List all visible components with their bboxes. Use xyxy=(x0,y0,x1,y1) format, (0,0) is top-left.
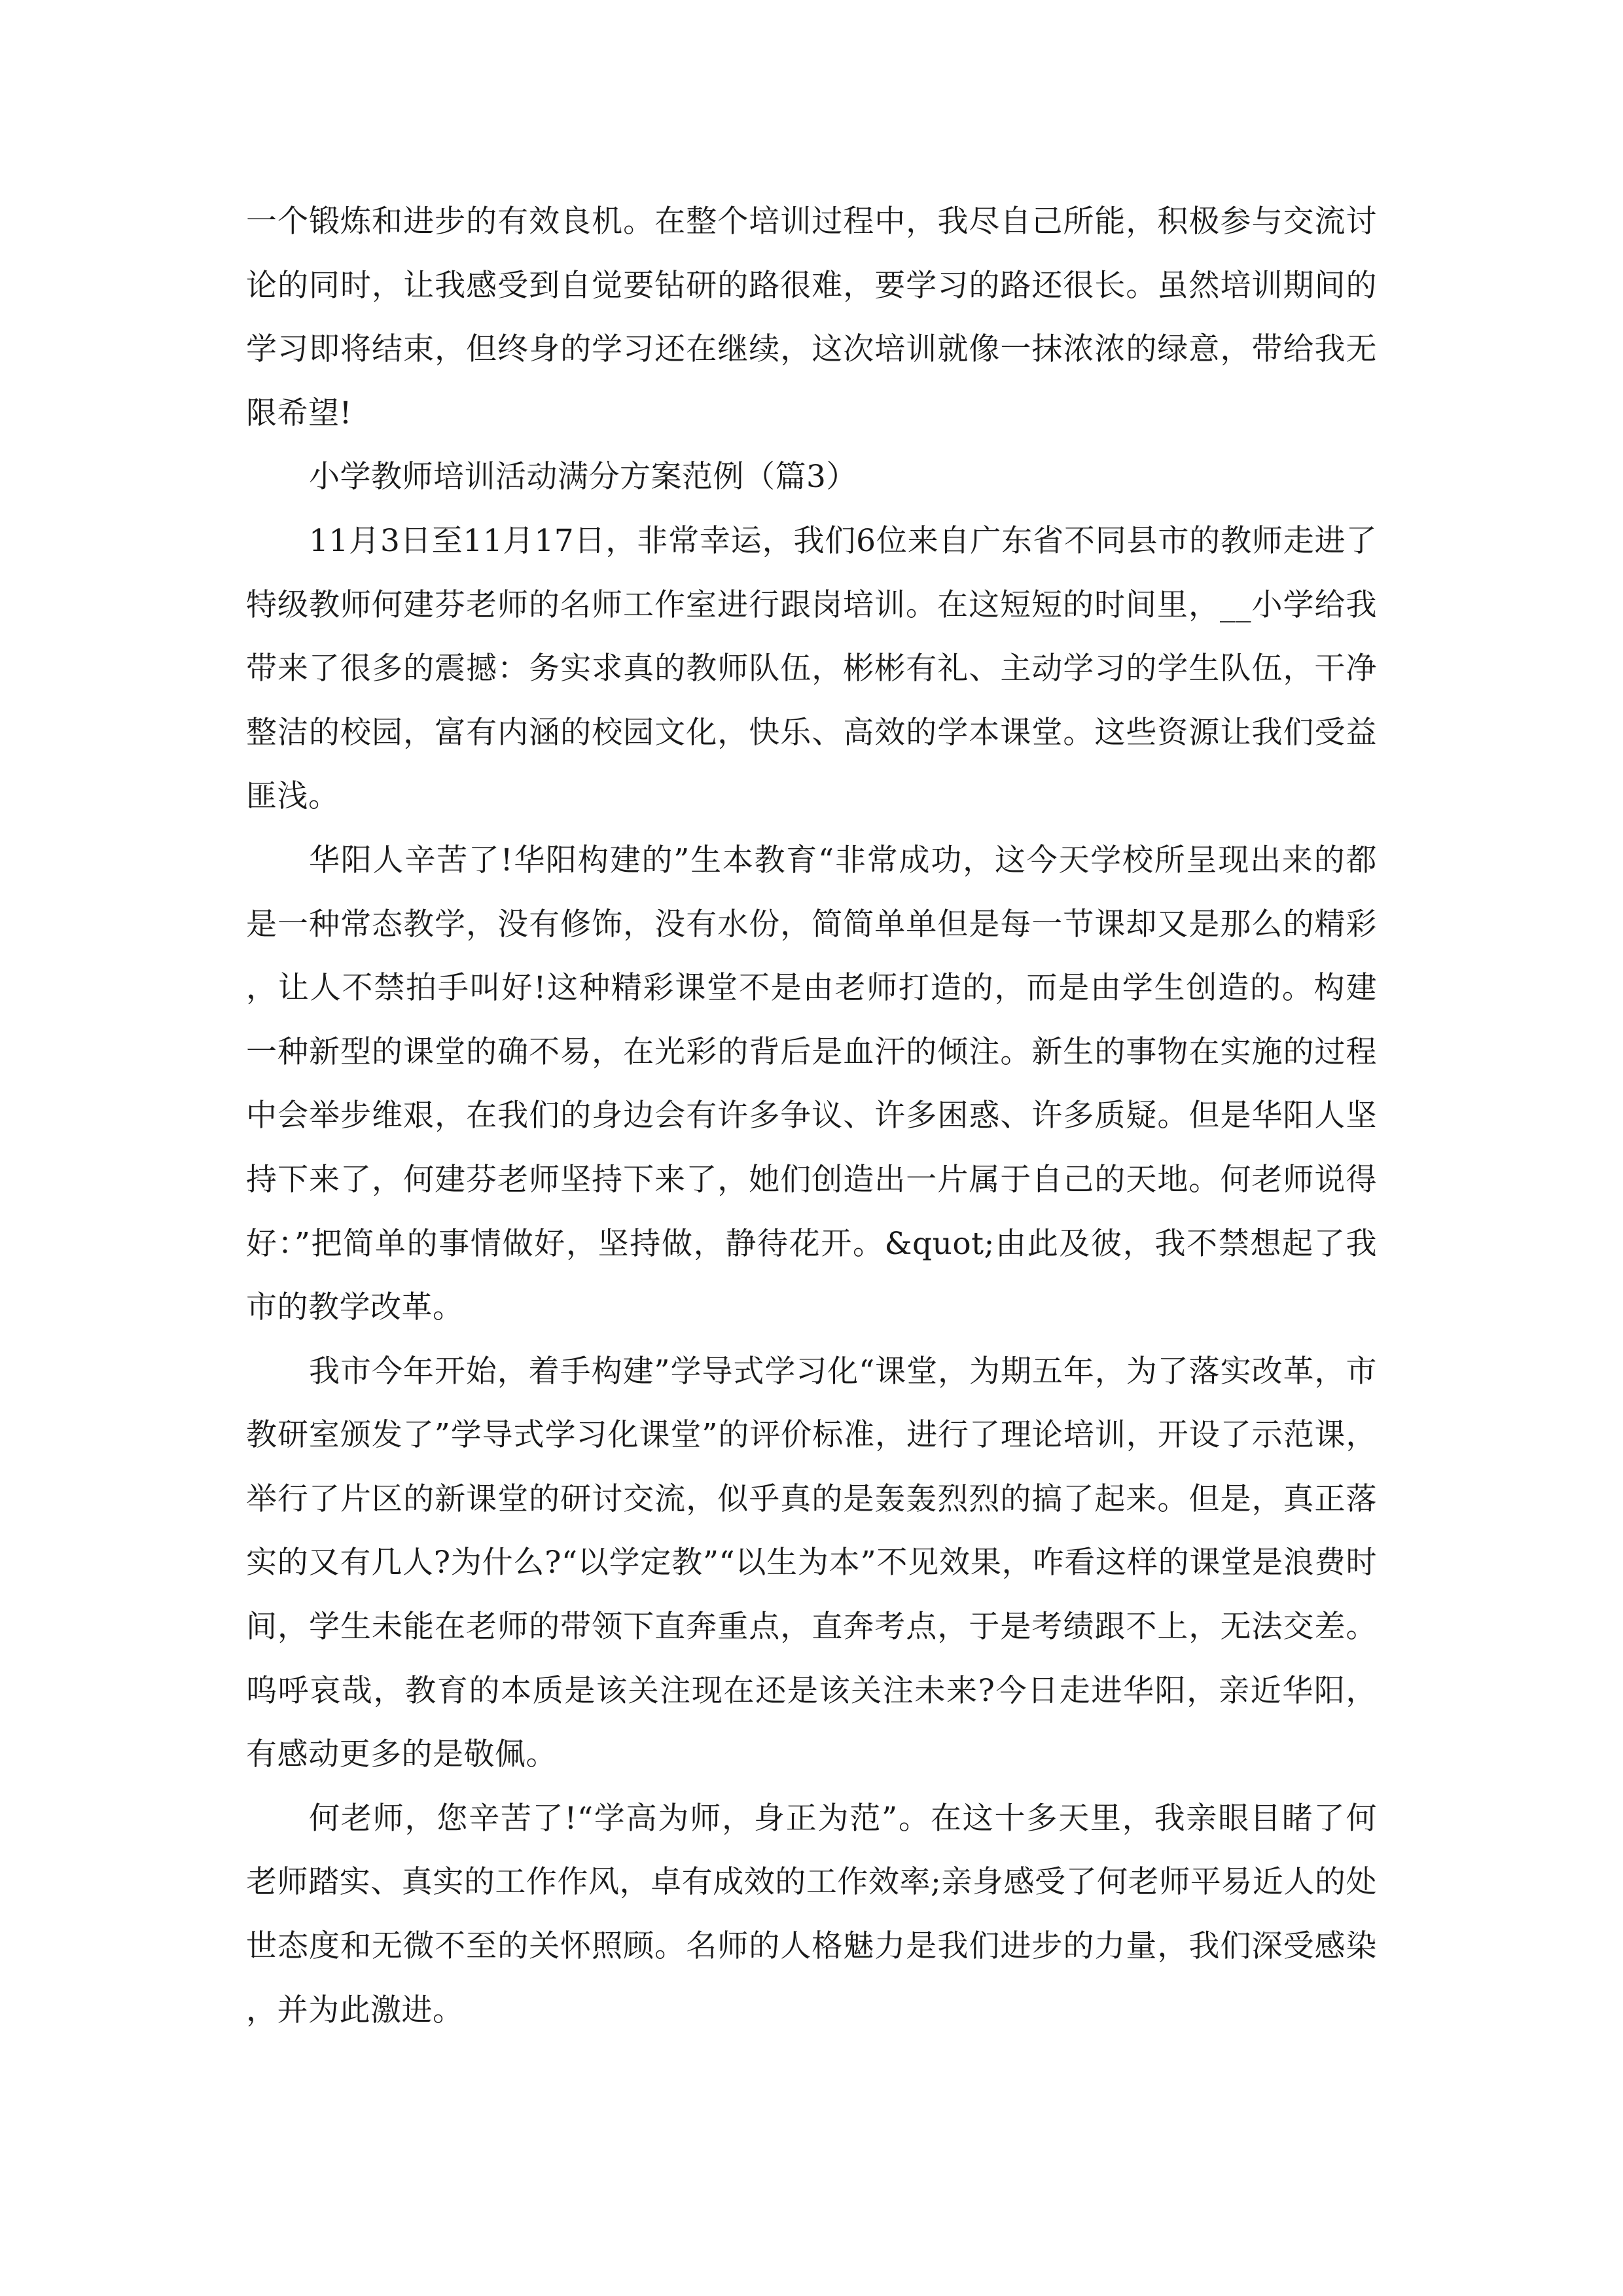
paragraph-continuation: 一个锻炼和进步的有效良机。在整个培训过程中，我尽自己所能，积极参与交流讨论的同时，让我感受到自觉要钻研的路很难，要学习的路还很长。虽然培训期间的学习即将结束，但终身的学习还在继续，这次培训就像一抹浓浓的绿意，带给我无限希望! xyxy=(246,204,1377,431)
document-body xyxy=(246,190,1377,2042)
paragraph: 何老师，您辛苦了!“学高为师，身正为范”。在这十多天里，我亲眼目睹了何老师踏实、真实的工作作风，卓有成效的工作效率;亲身感受了何老师平易近人的处世态度和无微不至的关怀照顾。名师的人格魅力是我们进步的力量，我们深受感染，并为此激进。 xyxy=(246,1800,1377,2028)
paragraph: 华阳人辛苦了!华阳构建的”生本教育“非常成功，这今天学校所呈现出来的都是一种常态教学，没有修饰，没有水份，简简单单但是每一节课却又是那么的精彩，让人不禁拍手叫好!这种精彩课堂不是由老师打造的，而是由学生创造的。构建一种新型的课堂的确不易，在光彩的背后是血汗的倾注。新生的事物在实施的过程中会举步维艰，在我们的身边会有许多争议、许多困惑、许多质疑。但是华阳人坚持下来了，何建芬老师坚持下来了，她们创造出一片属于自己的天地。何老师说得好：”把简单的事情做好，坚持做，静待花开。&quot;由此及彼，我不禁想起了我市的教学改革。 xyxy=(246,842,1377,1326)
paragraph: 我市今年开始，着手构建”学导式学习化“课堂，为期五年，为了落实改革，市教研室颁发了”学导式学习化课堂”的评价标准，进行了理论培训，开设了示范课，举行了片区的新课堂的研讨交流，似乎真的是轰轰烈烈的搞了起来。但是，真正落实的又有几人?为什么?“以学定教”“以生为本”不见效果，咋看这样的课堂是浪费时间，学生未能在老师的带领下直奔重点，直奔考点，于是考绩跟不上，无法交差。呜呼哀哉，教育的本质是该关注现在还是该关注未来?今日走进华阳，亲近华阳，有感动更多的是敬佩。 xyxy=(246,1353,1377,1773)
section-heading: 小学教师培训活动满分方案范例（篇3） xyxy=(309,459,857,495)
paragraph: 11月3日至11月17日，非常幸运，我们6位来自广东省不同县市的教师走进了特级教师何建芬老师的名师工作室进行跟岗培训。在这短短的时间里，__小学给我带来了很多的震撼：务实求真的教师队伍，彬彬有礼、主动学习的学生队伍，干净整洁的校园，富有内涵的校园文化，快乐、高效的学本课堂。这些资源让我们受益匪浅。 xyxy=(246,522,1377,815)
